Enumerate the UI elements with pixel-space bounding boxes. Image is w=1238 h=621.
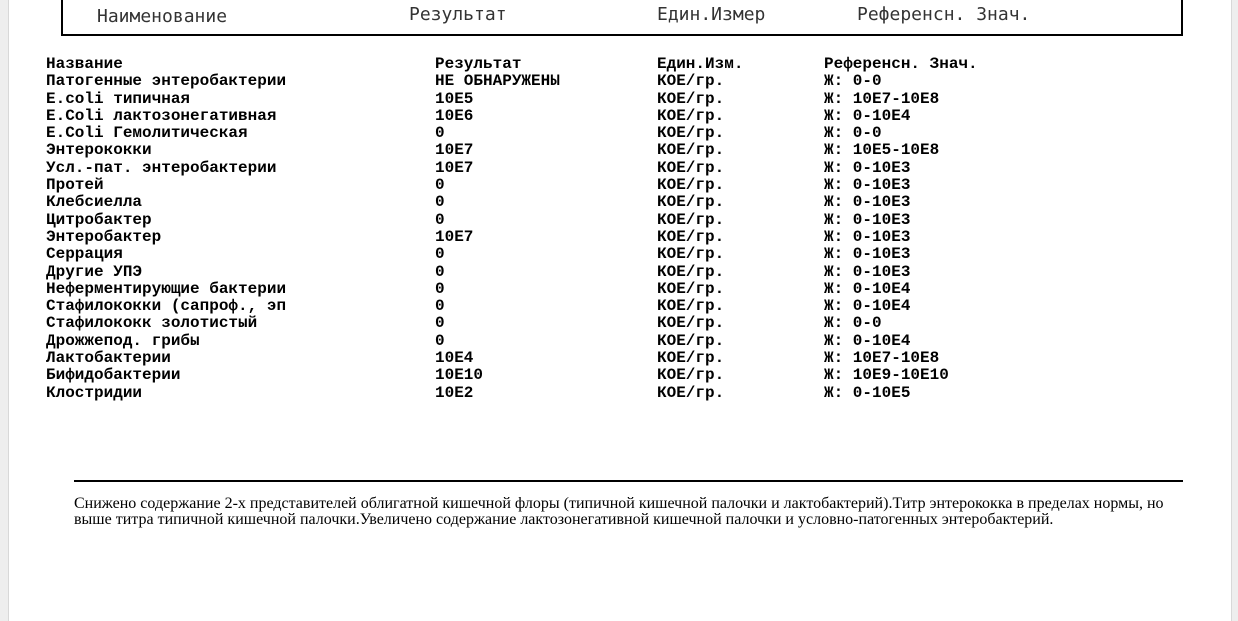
header-result: Результат — [409, 4, 507, 25]
cell-unit: КОЕ/гр. — [657, 193, 725, 212]
cell-name: Стафилококк золотистый — [46, 314, 258, 333]
cell-unit: КОЕ/гр. — [657, 124, 725, 143]
cell-reference: Ж: 0-10E3 — [824, 176, 911, 195]
cell-reference: Ж: 0-10E3 — [824, 158, 911, 177]
cell-result: 0 — [435, 279, 445, 298]
section-divider — [74, 480, 1183, 482]
cell-unit: КОЕ/гр. — [657, 245, 725, 264]
cell-unit: КОЕ/гр. — [657, 141, 725, 160]
cell-reference: Ж: 0-10E4 — [824, 297, 911, 316]
cell-name: Клебсиелла — [46, 193, 143, 212]
table-header-box — [61, 0, 1183, 36]
header-unit: Един.Измер — [657, 4, 766, 25]
cell-name: E.Coli Гемолитическая — [46, 124, 248, 143]
document-page — [8, 0, 1232, 621]
cell-result: 0 — [435, 245, 445, 264]
cell-unit: КОЕ/гр. — [657, 279, 725, 298]
cell-unit: КОЕ/гр. — [657, 262, 725, 281]
cell-name: Усл.-пат. энтеробактерии — [46, 158, 277, 177]
column-result: Результат — [435, 55, 522, 73]
cell-name: Дрожжепод. грибы — [46, 331, 200, 350]
cell-name: Патогенные энтеробактерии — [46, 72, 287, 91]
cell-result: 10E4 — [435, 349, 474, 368]
cell-unit: КОЕ/гр. — [657, 210, 725, 229]
cell-name: Стафилококки (сапроф., эп — [46, 297, 287, 316]
cell-reference: Ж: 0-10E5 — [824, 383, 911, 402]
cell-reference: Ж: 10E7-10E8 — [824, 89, 940, 108]
cell-name: Цитробактер — [46, 210, 152, 229]
cell-result: 0 — [435, 314, 445, 333]
cell-result: 0 — [435, 124, 445, 143]
cell-name: Серрация — [46, 245, 123, 264]
column-name: Название — [46, 55, 123, 73]
cell-reference: Ж: 0-10E3 — [824, 193, 911, 212]
cell-reference: Ж: 10E7-10E8 — [824, 349, 940, 368]
cell-name: E.Coli лактозонегативная — [46, 106, 277, 125]
cell-result: 10E5 — [435, 89, 474, 108]
cell-result: 10E10 — [435, 366, 484, 385]
cell-result: 10E6 — [435, 106, 474, 125]
cell-result: 0 — [435, 331, 445, 350]
header-reference: Референсн. Знач. — [857, 4, 1031, 25]
cell-name: Другие УПЭ — [46, 262, 143, 281]
cell-unit: КОЕ/гр. — [657, 349, 725, 368]
header-name: Наименование — [97, 6, 228, 27]
cell-reference: Ж: 10E5-10E8 — [824, 141, 940, 160]
cell-name: Протей — [46, 176, 104, 195]
cell-result: 10E7 — [435, 158, 474, 177]
cell-unit: КОЕ/гр. — [657, 366, 725, 385]
cell-unit: КОЕ/гр. — [657, 297, 725, 316]
cell-unit: КОЕ/гр. — [657, 314, 725, 333]
cell-result: 0 — [435, 297, 445, 316]
cell-reference: Ж: 0-0 — [824, 72, 882, 91]
cell-result: 0 — [435, 210, 445, 229]
column-unit: Един.Изм. — [657, 55, 744, 73]
cell-unit: КОЕ/гр. — [657, 89, 725, 108]
cell-reference: Ж: 0-0 — [824, 314, 882, 333]
cell-name: Лактобактерии — [46, 349, 171, 368]
cell-unit: КОЕ/гр. — [657, 176, 725, 195]
cell-result: 0 — [435, 193, 445, 212]
conclusion-text: Снижено содержание 2-х представителей облигатной кишечной флоры (типичной кишечной палочки и лактобактерий).Титр энтерококка в пределах нормы, но выше титра типичной кишечной палочки.Увеличено содержание лактозонегативной кишечной палочки и условно-патогенных энтеробактерий. — [74, 495, 1164, 528]
cell-unit: КОЕ/гр. — [657, 106, 725, 125]
cell-name: Клостридии — [46, 383, 143, 402]
cell-name: Неферментирующие бактерии — [46, 279, 287, 298]
cell-reference: Ж: 0-10E3 — [824, 262, 911, 281]
cell-name: Бифидобактерии — [46, 366, 181, 385]
cell-unit: КОЕ/гр. — [657, 227, 725, 246]
cell-result: 10E7 — [435, 141, 474, 160]
cell-unit: КОЕ/гр. — [657, 383, 725, 402]
cell-result: НЕ ОБНАРУЖЕНЫ — [435, 72, 560, 91]
cell-reference: Ж: 0-10E4 — [824, 279, 911, 298]
cell-result: 10E7 — [435, 227, 474, 246]
cell-reference: Ж: 10E9-10E10 — [824, 366, 949, 385]
cell-reference: Ж: 0-10E4 — [824, 106, 911, 125]
cell-name: Энтерококки — [46, 141, 152, 160]
cell-reference: Ж: 0-10E4 — [824, 331, 911, 350]
column-reference: Референсн. Знач. — [824, 55, 978, 73]
cell-unit: КОЕ/гр. — [657, 331, 725, 350]
cell-result: 10E2 — [435, 383, 474, 402]
cell-reference: Ж: 0-10E3 — [824, 245, 911, 264]
cell-unit: КОЕ/гр. — [657, 72, 725, 91]
cell-result: 0 — [435, 176, 445, 195]
cell-result: 0 — [435, 262, 445, 281]
cell-reference: Ж: 0-10E3 — [824, 210, 911, 229]
cell-reference: Ж: 0-0 — [824, 124, 882, 143]
cell-reference: Ж: 0-10E3 — [824, 227, 911, 246]
cell-unit: КОЕ/гр. — [657, 158, 725, 177]
cell-name: E.coli типичная — [46, 89, 191, 108]
cell-name: Энтеробактер — [46, 227, 162, 246]
